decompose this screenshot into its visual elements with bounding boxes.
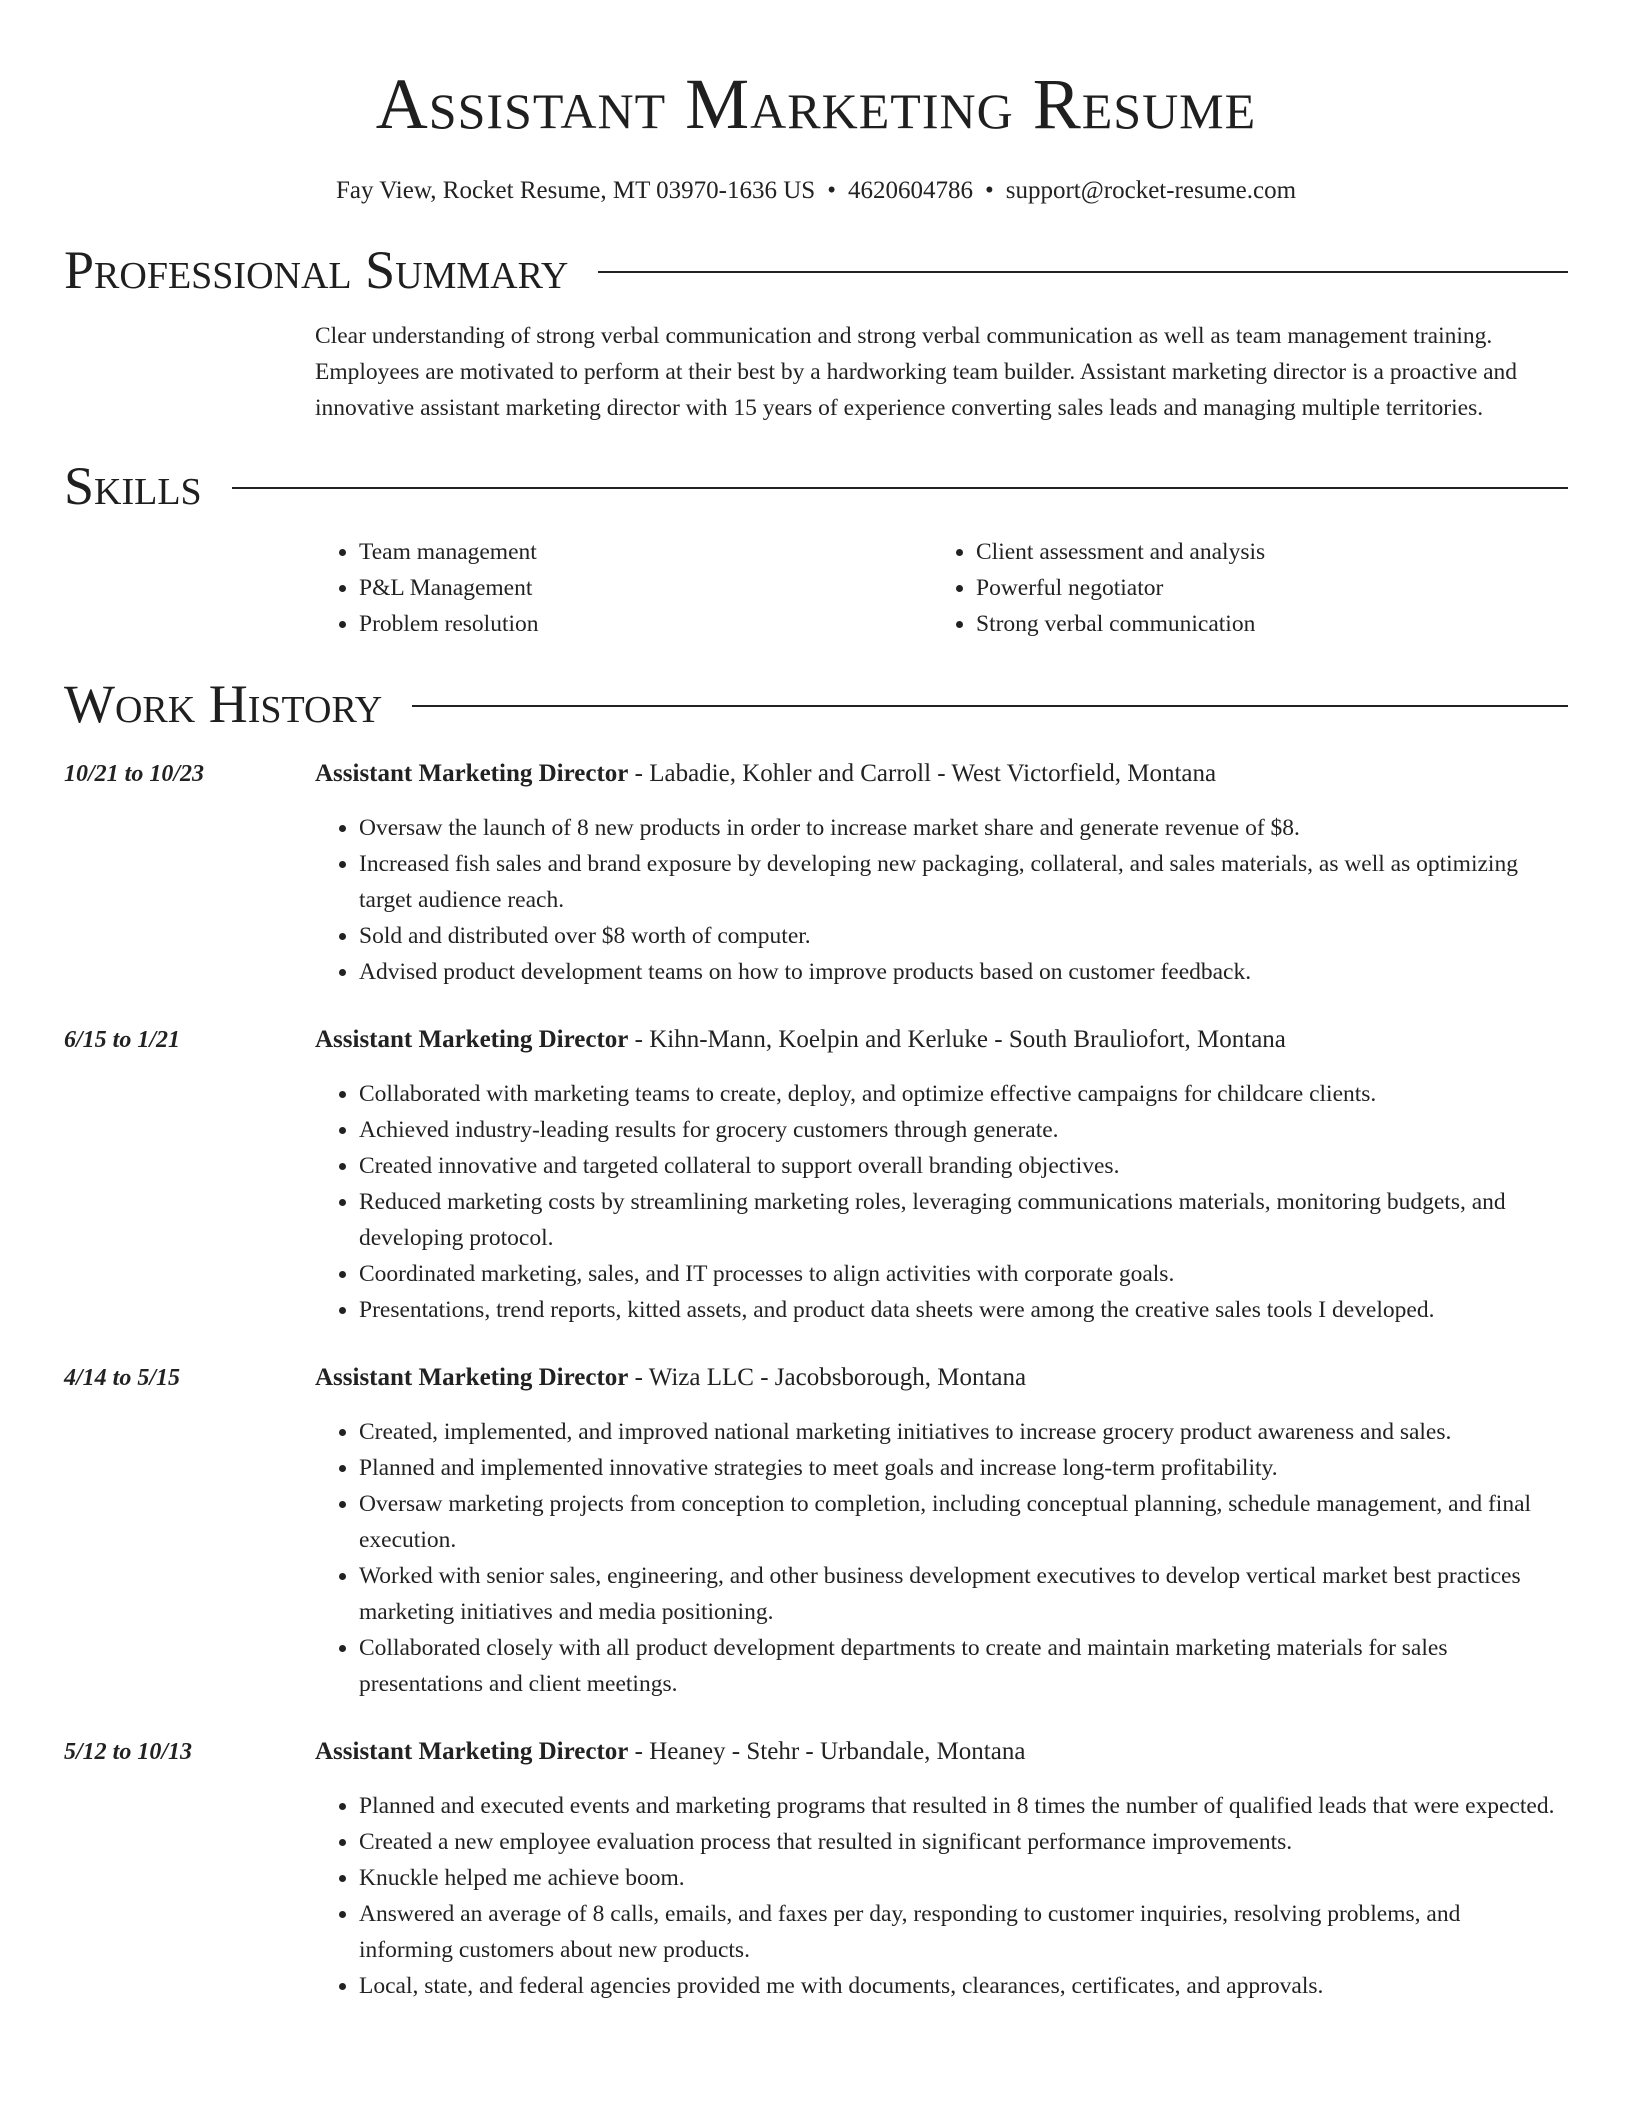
job-dates: 10/21 to 10/23	[64, 761, 205, 787]
section-divider	[412, 705, 1568, 707]
job-bullets	[315, 1076, 1568, 1328]
job-bullet: • Created, implemented, and improved national marketing initiatives to increase grocery product awareness and sales.	[359, 1414, 1559, 1450]
job-dates: 4/14 to 5/15	[64, 1365, 181, 1391]
contact-separator: •	[984, 177, 994, 204]
contact-email: support@rocket-resume.com	[1005, 177, 1297, 204]
skill-item: • Problem resolution	[359, 606, 932, 642]
skill-item: • P&L Management	[359, 570, 932, 606]
job-header	[315, 1360, 1568, 1396]
job-bullets	[315, 1414, 1568, 1702]
job-employer-location: - Heaney - Stehr - Urbandale, Montana	[628, 1738, 1026, 1765]
summary-heading: Professional Summary	[64, 240, 569, 300]
job-bullet: • Reduced marketing costs by streamlining marketing roles, leveraging communications materials, monitoring budgets, and developing protocol.	[359, 1184, 1559, 1256]
job-body	[315, 1734, 1568, 2004]
job-role: Assistant Marketing Director	[315, 760, 629, 787]
skill-item: • Team management	[359, 534, 932, 570]
skills-section-header	[64, 454, 1568, 518]
job-entry	[64, 756, 1568, 990]
job-bullet: • Local, state, and federal agencies provided me with documents, clearances, certificates, and approvals.	[359, 1968, 1559, 2004]
job-header	[315, 756, 1568, 792]
job-employer-location: - Wiza LLC - Jacobsborough, Montana	[628, 1364, 1027, 1391]
skills-column-left	[315, 534, 932, 642]
summary-text: Clear understanding of strong verbal communication and strong verbal communication as well as team management training. Employees are motivated to perform at their best by a hardworking team builder. Assistant marketing director is a proactive and innovative assistant marketing director with 15 years of experience converting sales leads and managing multiple territories.	[315, 323, 1518, 421]
job-bullet: • Collaborated with marketing teams to create, deploy, and optimize effective campaigns for childcare clients.	[359, 1076, 1559, 1112]
contact-line	[0, 176, 1632, 206]
job-bullet: • Worked with senior sales, engineering, and other business development executives to develop vertical market best practices marketing initiatives and media positioning.	[359, 1558, 1559, 1630]
job-employer-location: - Kihn-Mann, Koelpin and Kerluke - South Brauliofort, Montana	[628, 1026, 1286, 1053]
summary-block	[315, 318, 1568, 426]
job-bullets	[315, 1788, 1568, 2004]
resume-title: Assistant Marketing Resume	[375, 64, 1257, 144]
job-bullet: • Achieved industry-leading results for grocery customers through generate.	[359, 1112, 1559, 1148]
summary-section-header	[64, 238, 1568, 302]
job-bullet: • Planned and executed events and marketing programs that resulted in 8 times the number of qualified leads that were expected.	[359, 1788, 1559, 1824]
job-bullet: • Oversaw the launch of 8 new products in order to increase market share and generate revenue of $8.	[359, 810, 1559, 846]
job-bullet: • Planned and implemented innovative strategies to meet goals and increase long-term profitability.	[359, 1450, 1559, 1486]
job-bullets	[315, 810, 1568, 990]
section-divider	[232, 487, 1568, 489]
job-bullet: • Answered an average of 8 calls, emails, and faxes per day, responding to customer inquiries, resolving problems, and informing customers about new products.	[359, 1896, 1559, 1968]
job-bullet: • Advised product development teams on how to improve products based on customer feedback.	[359, 954, 1559, 990]
job-employer-location: - Labadie, Kohler and Carroll - West Victorfield, Montana	[628, 760, 1217, 787]
work-heading: Work History	[64, 674, 383, 734]
job-bullet: • Increased fish sales and brand exposure by developing new packaging, collateral, and sales materials, as well as optimizing target audience reach.	[359, 846, 1559, 918]
job-body	[315, 1360, 1568, 1702]
skill-item: • Powerful negotiator	[976, 570, 1549, 606]
work-section-header	[64, 672, 1568, 736]
job-role: Assistant Marketing Director	[315, 1738, 629, 1765]
skills-heading: Skills	[64, 456, 202, 516]
section-divider	[598, 271, 1568, 273]
job-bullet: • Collaborated closely with all product development departments to create and maintain marketing materials for sales presentations and client meetings.	[359, 1630, 1559, 1702]
contact-address: Fay View, Rocket Resume, MT 03970-1636 US	[335, 177, 816, 204]
skills-column-right	[932, 534, 1549, 642]
job-header	[315, 1734, 1568, 1770]
contact-separator: •	[827, 177, 836, 204]
skills-list	[315, 534, 1569, 642]
job-entry	[64, 1734, 1568, 2004]
job-entry	[64, 1360, 1568, 1702]
job-body	[315, 1022, 1568, 1328]
job-dates: 5/12 to 10/13	[64, 1739, 193, 1765]
contact-phone: 4620604786	[847, 177, 973, 204]
skill-item: • Client assessment and analysis	[976, 534, 1549, 570]
job-bullet: • Created innovative and targeted collateral to support overall branding objectives.	[359, 1148, 1559, 1184]
job-header	[315, 1022, 1568, 1058]
job-role: Assistant Marketing Director	[315, 1364, 629, 1391]
job-dates: 6/15 to 1/21	[64, 1027, 181, 1053]
job-bullet: • Oversaw marketing projects from conception to completion, including conceptual planning, schedule management, and final execution.	[359, 1486, 1559, 1558]
job-bullet: • Presentations, trend reports, kitted assets, and product data sheets were among the creative sales tools I developed.	[359, 1292, 1559, 1328]
job-bullet: • Created a new employee evaluation process that resulted in significant performance improvements.	[359, 1824, 1559, 1860]
job-bullet: • Coordinated marketing, sales, and IT processes to align activities with corporate goals.	[359, 1256, 1559, 1292]
job-body	[315, 756, 1568, 990]
job-entry	[64, 1022, 1568, 1328]
job-role: Assistant Marketing Director	[315, 1026, 629, 1053]
job-bullet: • Knuckle helped me achieve boom.	[359, 1860, 1559, 1896]
skill-item: • Strong verbal communication	[976, 606, 1549, 642]
job-bullet: • Sold and distributed over $8 worth of computer.	[359, 918, 1559, 954]
